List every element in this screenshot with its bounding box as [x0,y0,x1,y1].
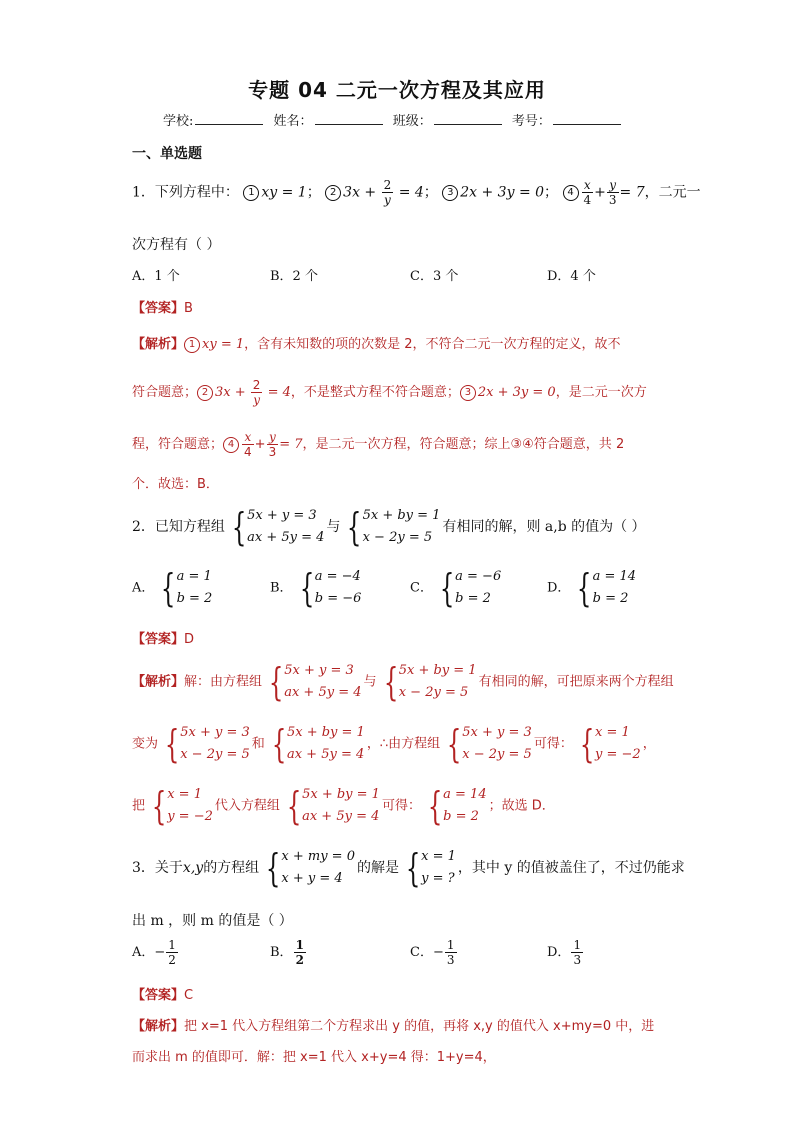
circle-2-icon: 2 [325,185,341,201]
q2-answer: 【答案】D [132,632,195,647]
equation-system: { 5x + by = 1 ax + 5y = 4 [271,722,365,766]
fraction: $\frac{2}{y}$ [383,178,392,207]
fraction: $\frac{x}{4}$ [244,430,252,459]
equation-system: { 5x + y = 3 x − 2y = 5 [164,722,250,766]
equation-system: { 5x + y = 3 ax + 5y = 4 [231,505,325,549]
solution-system: { x = 1 y = −2 [579,722,641,766]
q2-explanation-line1: 【解析】解：由方程组 { 5x + y = 3 ax + 5y = 4 与 { 5x + by = 1 x − 2y = 5 有相同的解，可把原来两个方程组 [132,660,674,704]
circle-4-icon: 4 [223,437,239,453]
solution-system: { x = 1 y = −2 [151,784,213,828]
student-info-line [163,110,627,129]
q3-option-b[interactable]: B． $\frac{1}{2}$ [270,938,304,967]
circle-1-icon: 1 [184,337,200,353]
equation-system: { 5x + by = 1 ax + 5y = 4 [286,784,380,828]
question-3-stem-line2: 出 m ，则 m 的值是（ ） [132,913,293,929]
equation-system: { 5x + y = 3 ax + 5y = 4 [268,660,362,704]
fraction: $\frac{x}{4}$ [583,178,592,207]
q1-option-a[interactable]: A．1 个 [132,269,180,284]
q1-answer: 【答案】B [132,301,193,316]
exam-no-label: 考号： [511,114,551,129]
q2-option-d[interactable]: D． { a = 14 b = 2 [547,566,637,610]
q3-option-c[interactable]: C．− $\frac{1}{3}$ [410,938,455,967]
name-label: 姓名： [273,114,313,129]
name-blank[interactable] [315,112,383,125]
q1-explanation-line2: 符合题意； 2 3x + $\frac{2}{y}$ = 4，不是整式方程不符合题意； 3 2x + 3y = 0，是二元一次方 [132,378,647,407]
q3-answer: 【答案】C [132,988,194,1003]
question-1-stem-line2: 次方程有（ ） [132,237,221,253]
class-label: 班级： [392,114,432,129]
q1-explanation-line1: 【解析】 1 xy = 1，含有未知数的项的次数是 2，不符合二元一次方程的定义，故不 [132,337,621,352]
q1-option-c[interactable]: C．3 个 [410,269,459,284]
q1-explanation-line3: 程，符合题意； 4 $\frac{x}{4}$ + $\frac{y}{3}$ = 7，是二元一次方程，符合题意；综上③④符合题意，共 2 [132,430,625,459]
q3-explanation-line1: 【解析】把 x=1 代入方程组第二个方程求出 y 的值，再将 x,y 的值代入 x+my=0 中，进 [132,1019,655,1034]
result-system: { a = 14 b = 2 [427,784,487,828]
q1-explanation-line4: 个．故选：B． [132,477,219,492]
school-blank[interactable] [195,112,263,125]
solution-system: { x = 1 y = ? [405,846,456,890]
equation-system: { 5x + by = 1 x − 2y = 5 [383,660,477,704]
page-title: 专题 04 二元一次方程及其应用 [248,78,546,102]
class-blank[interactable] [434,112,502,125]
circle-3-icon: 3 [460,385,476,401]
school-label: 学校: [163,114,194,129]
circle-1-icon: 1 [243,185,259,201]
equation-system: { 5x + y = 3 x − 2y = 5 [446,722,532,766]
q2-explanation-line3: 把 { x = 1 y = −2 代入方程组 { 5x + by = 1 ax + 5y = 4 可得： { a = 14 b = 2 ；故选 D． [132,784,555,828]
circle-2-icon: 2 [197,385,213,401]
fraction: $\frac{2}{y}$ [252,378,261,407]
circle-3-icon: 3 [442,185,458,201]
question-2-stem: 2．已知方程组 { 5x + y = 3 ax + 5y = 4 与 { 5x + by = 1 x − 2y = 5 有相同的解，则 a,b 的值为（ ） [132,505,646,549]
q3-explanation-line2: 而求出 m 的值即可．解：把 x=1 代入 x+y=4 得：1+y=4， [132,1050,496,1065]
question-1-stem: 1．下列方程中： 1 xy = 1； 2 3x + $\frac{2}{y}$ = 4； 3 2x + 3y = 0； 4 $\frac{x}{4}$ + $\frac{y}{3}$ = 7，二元一 [132,178,701,207]
equation-system: { 5x + by = 1 x − 2y = 5 [347,505,441,549]
q2-explanation-line2: 变为 { 5x + y = 3 x − 2y = 5 和 { 5x + by = 1 ax + 5y = 4 ，∴由方程组 { 5x + y = 3 x − 2y = 5 可得： { x = 1 y = −2 ， [132,722,656,766]
equation-system: { x + my = 0 x + y = 4 [266,846,355,890]
exam-no-blank[interactable] [553,112,621,125]
fraction: $\frac{y}{3}$ [268,430,277,459]
q1-option-b[interactable]: B．2 个 [270,269,318,284]
q3-option-a[interactable]: A．− $\frac{1}{2}$ [132,938,176,967]
question-3-stem: 3．关于x,y的方程组 { x + my = 0 x + y = 4 的解是 { x = 1 y = ? ，其中 y 的值被盖住了，不过仍能求 [132,846,685,890]
circle-4-icon: 4 [563,185,579,201]
q2-option-b[interactable]: B． { a = −4 b = −6 [270,566,362,610]
section-heading: 一、单选题 [132,146,202,162]
q2-option-c[interactable]: C． { a = −6 b = 2 [410,566,502,610]
q2-option-a[interactable]: A． { a = 1 b = 2 [132,566,213,610]
fraction: $\frac{y}{3}$ [608,178,617,207]
q3-option-d[interactable]: D． $\frac{1}{3}$ [547,938,582,967]
q1-option-d[interactable]: D．4 个 [547,269,596,284]
